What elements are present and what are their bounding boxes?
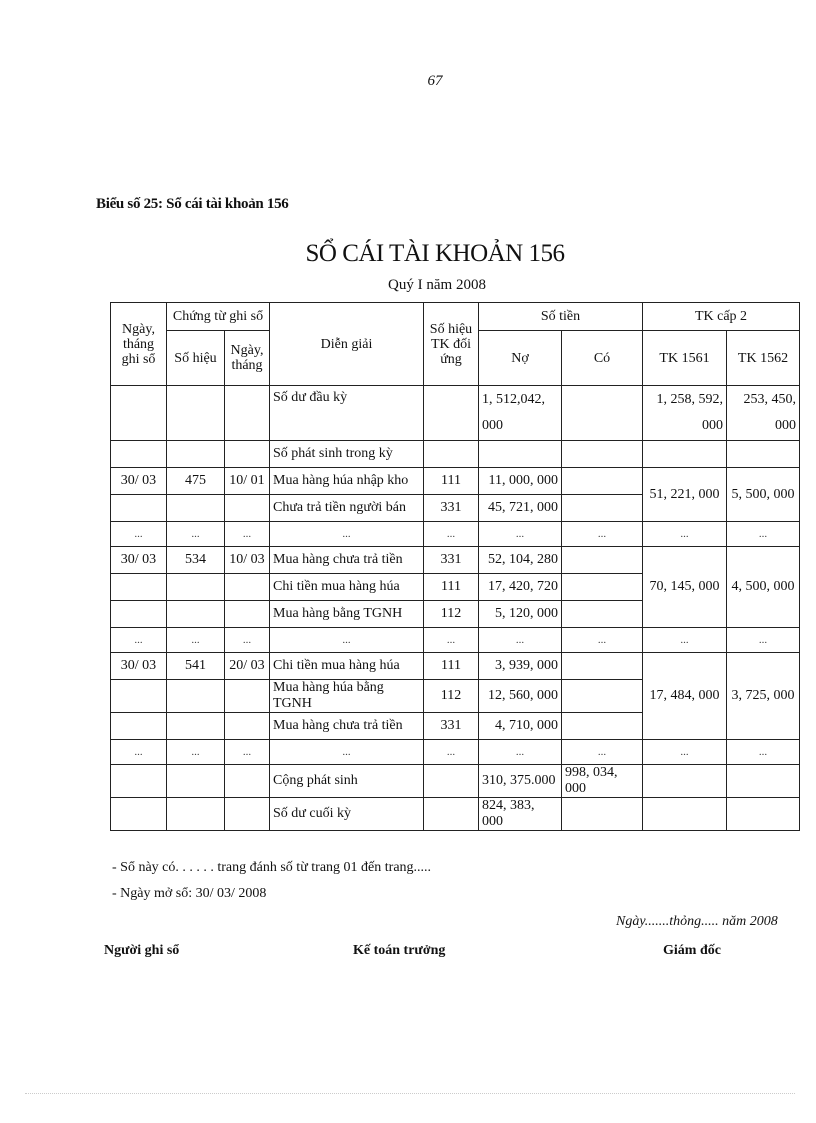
opening-debit: 1, 512,042, 000 (479, 386, 562, 441)
account-code: 112 (424, 680, 479, 713)
header-tk1562: TK 1562 (727, 331, 800, 386)
description: Mua hàng húa nhập kho (270, 468, 424, 495)
signature-recorder: Người ghi sổ (104, 943, 180, 958)
page-subtitle: Quý I năm 2008 (388, 277, 486, 293)
page-divider (25, 1093, 795, 1094)
description: Chi tiền mua hàng húa (270, 574, 424, 601)
closing-balance-row (111, 798, 800, 831)
total-credit: 998, 034, 000 (562, 765, 643, 798)
ellipsis-row: ... ... ... ... ... ... ... ... ... (111, 628, 800, 653)
voucher-number: 475 (167, 468, 225, 495)
opening-tk1561: 1, 258, 592, 000 (643, 386, 727, 441)
account-code: 111 (424, 653, 479, 680)
voucher-date: 20/ 03 (225, 653, 270, 680)
voucher-number: 541 (167, 653, 225, 680)
table-row (111, 653, 800, 680)
closing-label: Số dư cuối kỳ (270, 798, 424, 831)
debit-amount: 11, 000, 000 (479, 468, 562, 495)
account-code: 111 (424, 468, 479, 495)
header-tk1561: TK 1561 (643, 331, 727, 386)
description: Chưa trả tiền người bán (270, 495, 424, 522)
account-code: 331 (424, 495, 479, 522)
opening-balance-row (111, 386, 800, 441)
description: Mua hàng chưa trả tiền (270, 713, 424, 740)
form-caption: Biểu số 25: Sổ cái tài khoản 156 (96, 196, 289, 212)
debit-amount: 5, 120, 000 (479, 601, 562, 628)
total-label: Cộng phát sinh (270, 765, 424, 798)
entry-date: 30/ 03 (111, 653, 167, 680)
closing-debit: 824, 383, 000 (479, 798, 562, 831)
voucher-number: 534 (167, 547, 225, 574)
description: Mua hàng húa bằng TGNH (270, 680, 424, 713)
voucher-date: 10/ 03 (225, 547, 270, 574)
header-amount: Số tiền (479, 303, 643, 331)
total-row (111, 765, 800, 798)
debit-amount: 52, 104, 280 (479, 547, 562, 574)
entry-date: 30/ 03 (111, 547, 167, 574)
debit-amount: 12, 560, 000 (479, 680, 562, 713)
debit-amount: 4, 710, 000 (479, 713, 562, 740)
ellipsis-row: ... ... ... ... ... ... ... ... ... (111, 740, 800, 765)
opening-tk1562: 253, 450, 000 (727, 386, 800, 441)
tk1562-amount: 4, 500, 000 (727, 547, 800, 628)
description: Mua hàng bằng TGNH (270, 601, 424, 628)
account-code: 331 (424, 547, 479, 574)
header-voucher-no: Số hiệu (167, 331, 225, 386)
opening-label: Số dư đầu kỳ (270, 386, 424, 441)
tk1561-amount: 70, 145, 000 (643, 547, 727, 628)
signature-director: Giám đốc (663, 943, 721, 958)
header-credit: Có (562, 331, 643, 386)
sign-date-line: Ngày.......thỏng..... năm 2008 (616, 914, 778, 929)
header-date: Ngày, tháng ghi sổ (111, 303, 167, 386)
period-label: Số phát sinh trong kỳ (270, 441, 424, 468)
debit-amount: 45, 721, 000 (479, 495, 562, 522)
table-row (111, 468, 800, 495)
ellipsis-row: ... ... ... ... ... ... ... ... ... (111, 522, 800, 547)
page-title: SỔ CÁI TÀI KHOẢN 156 (305, 240, 565, 267)
ledger-table (110, 302, 800, 831)
header-sub-account: TK cấp 2 (643, 303, 800, 331)
description: Chi tiền mua hàng húa (270, 653, 424, 680)
tk1561-amount: 51, 221, 000 (643, 468, 727, 522)
tk1562-amount: 5, 500, 000 (727, 468, 800, 522)
header-voucher: Chứng từ ghi sổ (167, 303, 270, 331)
entry-date: 30/ 03 (111, 468, 167, 495)
account-code: 331 (424, 713, 479, 740)
total-debit: 310, 375.000 (479, 765, 562, 798)
header-row-1 (111, 303, 800, 331)
voucher-date: 10/ 01 (225, 468, 270, 495)
signature-accountant: Kế toán trưởng (353, 943, 446, 958)
header-debit: Nợ (479, 331, 562, 386)
note-page-count: - Sổ này có. . . . . . trang đánh số từ trang 01 đến trang..... (112, 860, 432, 875)
account-code: 112 (424, 601, 479, 628)
header-description: Diễn giải (270, 303, 424, 386)
account-code: 111 (424, 574, 479, 601)
tk1561-amount: 17, 484, 000 (643, 653, 727, 740)
table-row (111, 547, 800, 574)
description: Mua hàng chưa trả tiền (270, 547, 424, 574)
debit-amount: 3, 939, 000 (479, 653, 562, 680)
page-number: 67 (427, 73, 443, 89)
header-account: Số hiệu TK đối ứng (424, 303, 479, 386)
tk1562-amount: 3, 725, 000 (727, 653, 800, 740)
period-row (111, 441, 800, 468)
note-open-date: - Ngày mở sổ: 30/ 03/ 2008 (112, 886, 267, 901)
header-voucher-date: Ngày, tháng (225, 331, 270, 386)
debit-amount: 17, 420, 720 (479, 574, 562, 601)
